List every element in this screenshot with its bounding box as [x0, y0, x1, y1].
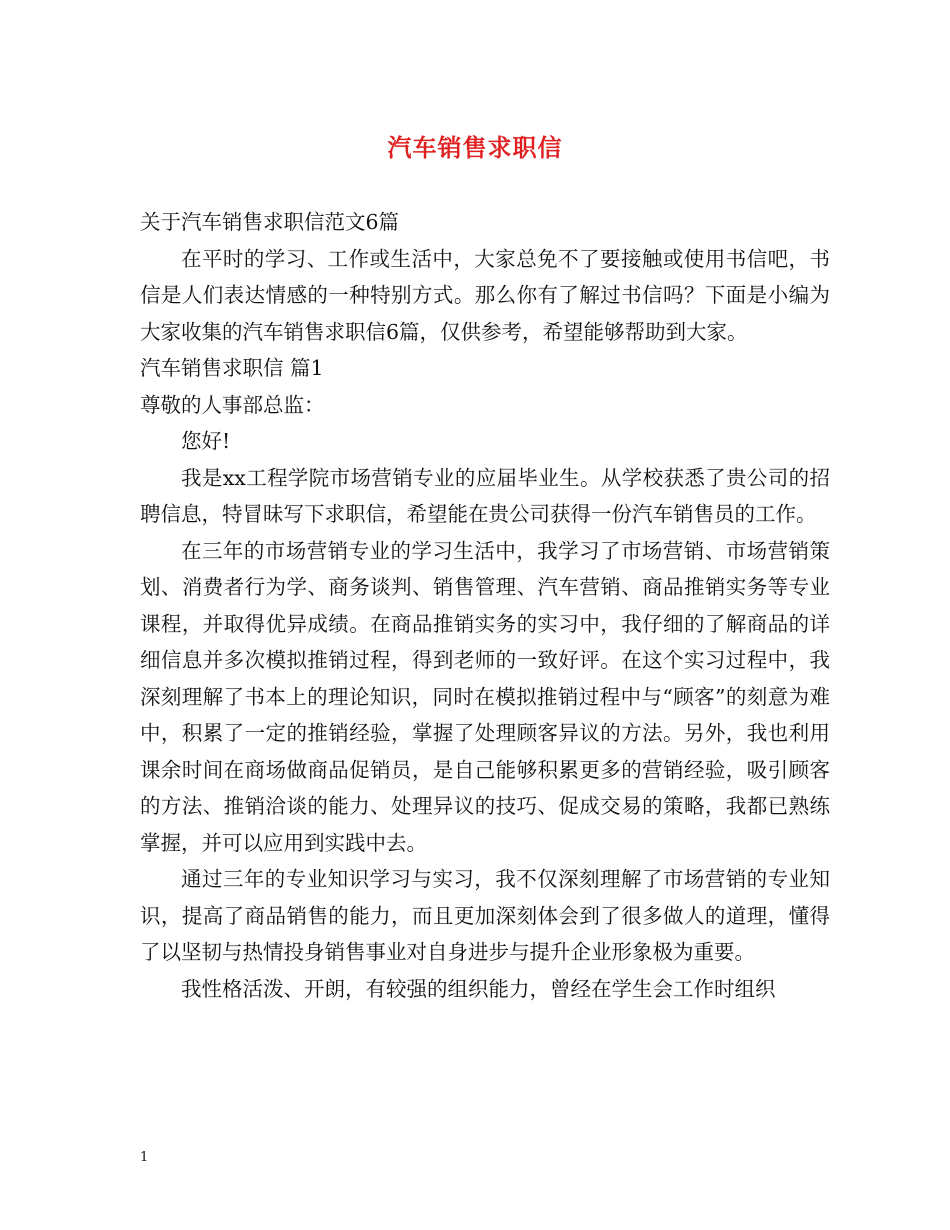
document-title: 汽车销售求职信 [387, 133, 563, 162]
document-body [140, 204, 830, 1007]
paragraph-body: 通过三年的专业知识学习与实习，我不仅深刻理解了市场营销的专业知识，提高了商品销售的能力，而且更加深刻体会到了很多做人的道理，懂得了以坚韧与热情投身销售事业对自身进步与提升企业形象极为重要。 [140, 867, 830, 964]
page-number: 1 [140, 1150, 149, 1165]
paragraph-subtitle: 关于汽车销售求职信范文6篇 [140, 210, 400, 234]
paragraph-intro: 在平时的学习、工作或生活中，大家总免不了要接触或使用书信吧，书信是人们表达情感的一种特别方式。那么你有了解过书信吗？下面是小编为大家收集的汽车销售求职信6篇，仅供参考，希望能够帮助到大家。 [140, 246, 830, 344]
paragraph-body: 我性格活泼、开朗，有较强的组织能力，曾经在学生会工作时组织 [181, 976, 776, 1001]
greeting: 您好! [181, 429, 231, 453]
paragraph-body: 我是xx工程学院市场营销专业的应届毕业生。从学校获悉了贵公司的招聘信息，特冒昧写下求职信，希望能在贵公司获得一份汽车销售员的工作。 [140, 465, 830, 526]
section-heading: 汽车销售求职信 篇1 [140, 356, 324, 380]
paragraph-body: 在三年的市场营销专业的学习生活中，我学习了市场营销、市场营销策划、消费者行为学、商务谈判、销售管理、汽车营销、商品推销实务等专业课程，并取得优异成绩。在商品推销实务的实习中，我仔细的了解商品的详细信息并多次模拟推销过程，得到老师的一致好评。在这个实习过程中，我深刻理解了书本上的理论知识，同时在模拟推销过程中与“顾客”的刻意为难中，积累了一定的推销经验，掌握了处理顾客异议的方法。另外，我也利用课余时间在商场做商品促销员，是自己能够积累更多的营销经验，吸引顾客的方法、推销洽谈的能力、处理异议的技巧、促成交易的策略，我都已熟练掌握，并可以应用到实践中去。 [140, 538, 830, 855]
salutation: 尊敬的人事部总监： [140, 392, 325, 417]
